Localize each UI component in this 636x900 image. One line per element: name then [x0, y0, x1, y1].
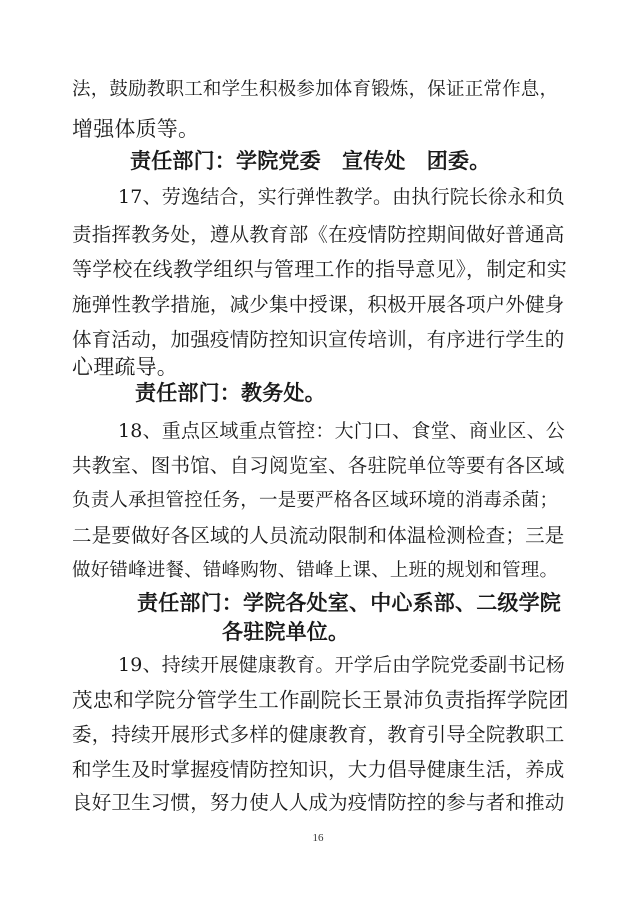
body-line: 施弹性教学措施，减少集中授课，积极开展各项户外健身	[72, 293, 565, 316]
body-line: 做好错峰进餐、错峰购物、错峰上课、上班的规划和管理。	[72, 560, 559, 581]
body-line: 等学校在线教学组织与管理工作的指导意见》，制定和实	[72, 257, 567, 281]
body-line: 委，持续开展形式多样的健康教育，教育引导全院教职工	[72, 723, 565, 746]
body-line: 法，鼓励教职工和学生积极参加体育锻炼，保证正常作息，	[72, 79, 559, 100]
body-line: 体育活动，加强疫情防控知识宣传培训，有序进行学生的	[72, 328, 565, 351]
body-line: 二是要做好各区域的人员流动限制和体温检测检查；三是	[72, 524, 565, 547]
body-line: 共教室、图书馆、自习阅览室、各驻院单位等要有各区域	[72, 454, 565, 477]
body-line: 和学生及时掌握疫情防控知识，大力倡导健康生活，养成	[72, 758, 565, 781]
paragraph-start: 19、持续开展健康教育。开学后由学院党委副书记杨	[118, 654, 565, 676]
body-line: 心理疏导。	[72, 355, 178, 379]
responsibility-line: 责任部门：教务处。	[135, 380, 326, 405]
responsibility-line-continued: 各驻院单位。	[222, 619, 350, 644]
paragraph-start: 18、重点区域重点管控：大门口、食堂、商业区、公	[118, 420, 565, 442]
responsibility-line: 责任部门：学院党委 宣传处 团委。	[130, 148, 491, 173]
body-line: 茂忠和学院分管学生工作副院长王景沛负责指挥学院团	[72, 688, 569, 712]
body-line: 负责人承担管控任务，一是要严格各区域环境的消毒杀菌；	[72, 490, 559, 511]
page-number: 16	[312, 832, 324, 844]
body-line: 良好卫生习惯，努力使人人成为疫情防控的参与者和推动	[72, 791, 565, 814]
body-line: 责指挥教务处，遵从教育部《在疫情防控期间做好普通高	[72, 223, 565, 246]
body-line: 增强体质等。	[72, 117, 200, 141]
responsibility-line: 责任部门：学院各处室、中心系部、二级学院	[137, 590, 561, 615]
paragraph-start: 17、劳逸结合，实行弹性教学。由执行院长徐永和负	[118, 186, 565, 208]
